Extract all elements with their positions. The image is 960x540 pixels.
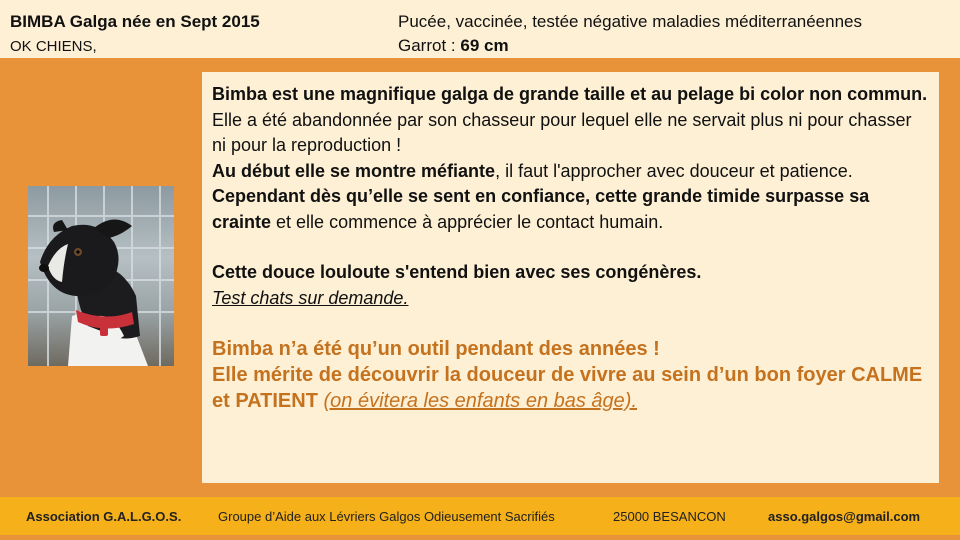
ok-dogs-label: OK CHIENS, — [10, 38, 97, 55]
description-wary — [212, 159, 929, 185]
header-banner — [0, 0, 960, 58]
plea-line-1: Bimba n’a été qu’un outil pendant des années ! — [212, 338, 660, 360]
wary-bold: Au début elle se montre méfiante — [212, 160, 496, 181]
dog-photo — [28, 186, 174, 366]
garrot-label: Garrot : — [398, 36, 461, 55]
spacer — [212, 235, 929, 260]
description-confidence — [212, 184, 929, 235]
garrot-value: 69 cm — [460, 36, 509, 55]
footer-email[interactable]: asso.galgos@gmail.com — [768, 509, 921, 524]
description-intro: Bimba est une magnifique galga de grande taille et au pelage bi color non commun. — [212, 84, 928, 104]
footer-city: 25000 BESANCON — [613, 509, 726, 524]
footer-bar — [0, 497, 960, 535]
wary-rest: , il faut l'approcher avec douceur et patience. — [495, 160, 853, 181]
description-abandon: Elle a été abandonnée par son chasseur pour lequel elle ne servait plus ni pour chasser ni pour la reproduction ! — [212, 109, 912, 155]
spacer — [212, 311, 929, 336]
dog-illustration — [28, 186, 174, 366]
garrot-info — [398, 36, 509, 56]
dog-title: BIMBA Galga née en Sept 2015 — [10, 12, 260, 31]
dogs-compat: Cette douce louloute s'entend bien avec ses congénères. — [212, 262, 702, 282]
cats-test: Test chats sur demande. — [212, 287, 409, 308]
plea-main: Elle mérite de découvrir la douceur de vivre au sein d’un bon foyer CALME et PATIENT — [212, 364, 923, 412]
plea-note: (on évitera les enfants en bas âge). — [323, 390, 638, 412]
health-status: Pucée, vaccinée, testée négative maladies méditerranéennes — [398, 12, 863, 31]
footer-association: Association G.A.L.G.O.S. — [26, 509, 182, 524]
confidence-bold: Cependant dès qu’elle se sent en confiance, cette grande timide surpasse sa crainte — [212, 186, 870, 232]
confidence-rest: et elle commence à apprécier le contact humain. — [271, 211, 664, 232]
plea-line-2 — [212, 362, 929, 414]
footer-group: Groupe d’Aide aux Lévriers Galgos Odieusement Sacrifiés — [218, 509, 555, 524]
description-panel — [202, 72, 939, 483]
